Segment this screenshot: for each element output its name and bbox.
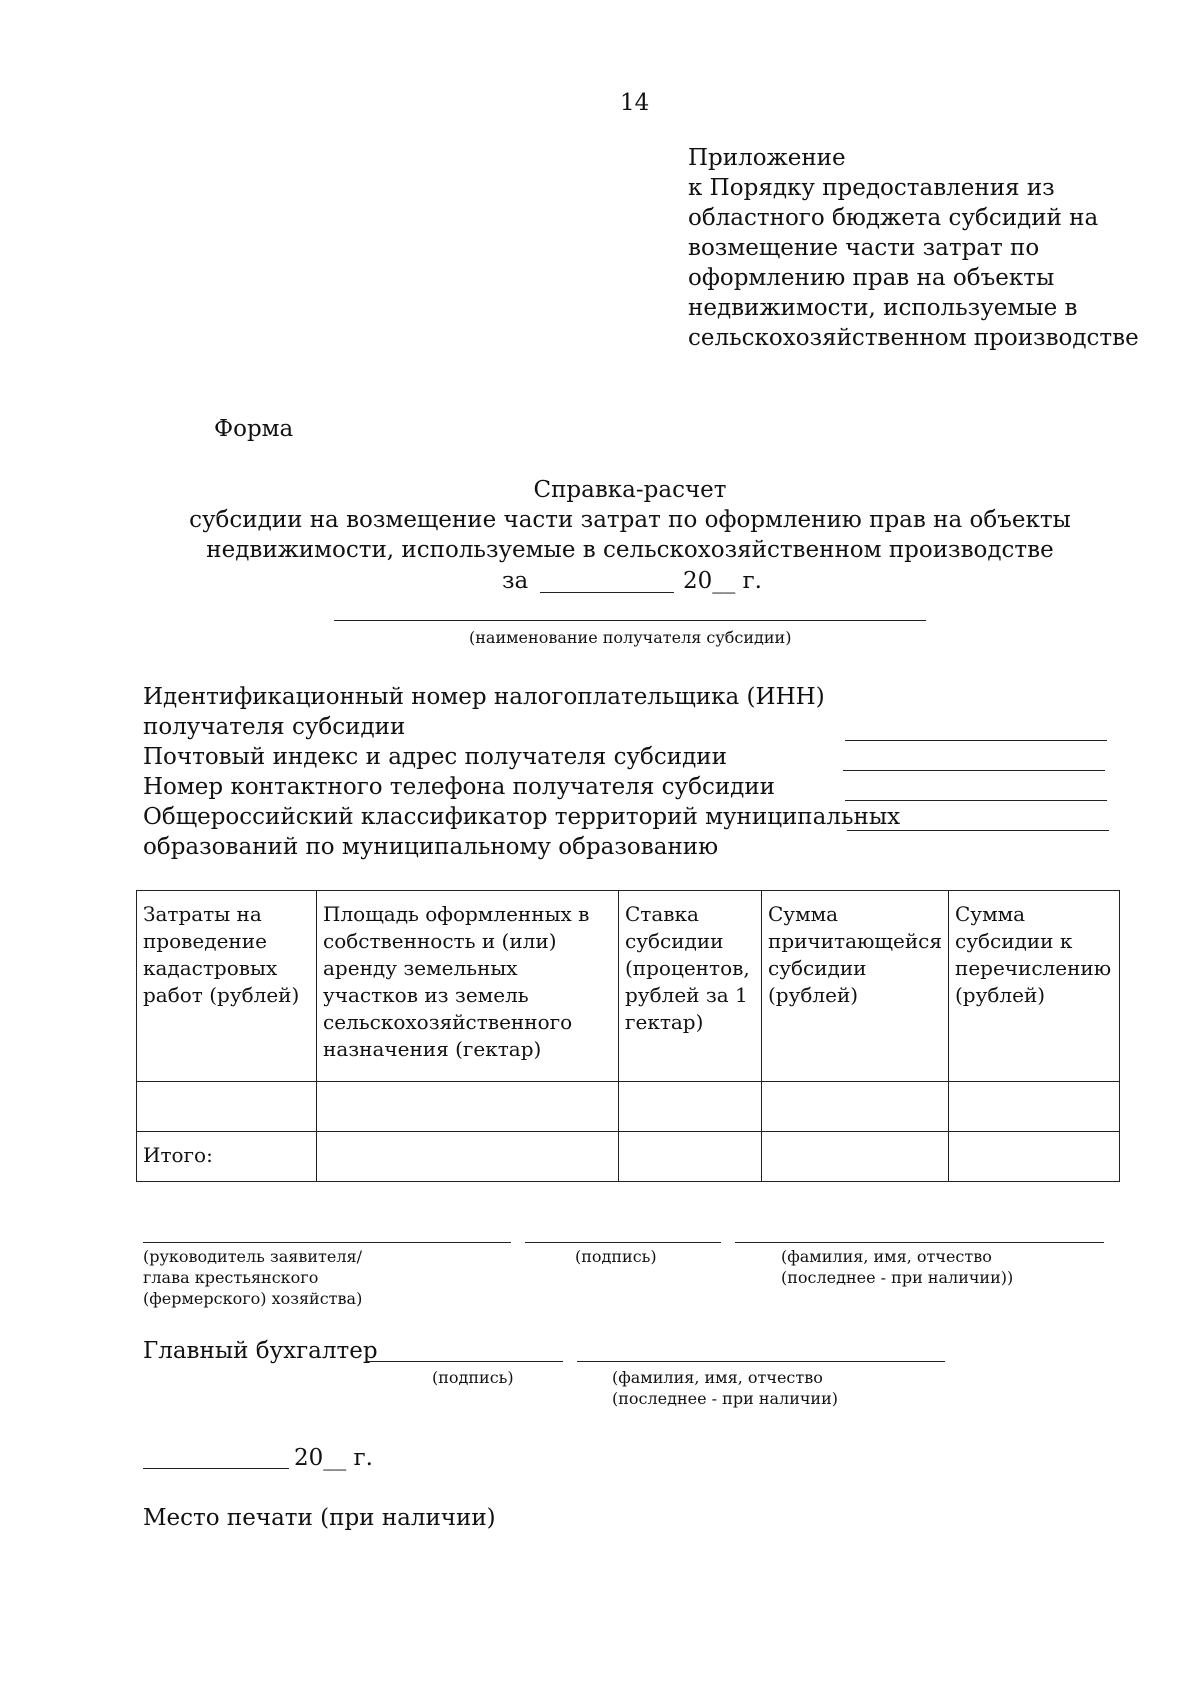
subsidy-table xyxy=(136,890,1120,1182)
form-label: Форма xyxy=(214,416,294,442)
title-line-3: недвижимости, используемые в сельскохозяйственном производстве xyxy=(206,537,1054,563)
head-fio-line[interactable] xyxy=(735,1242,1104,1243)
total-label: Итого: xyxy=(137,1132,317,1182)
table-cell[interactable] xyxy=(762,1132,949,1182)
oktmo-label-line1: Общероссийский классификатор территорий муниципальных xyxy=(143,804,901,830)
table-row xyxy=(137,1082,1120,1132)
appendix-line: сельскохозяйственном производстве xyxy=(688,325,1139,351)
head-caption-line: глава крестьянского xyxy=(143,1268,319,1287)
head-caption xyxy=(143,1246,362,1309)
head-signature-line[interactable] xyxy=(525,1242,721,1243)
recipient-caption: (наименование получателя субсидии) xyxy=(469,628,792,647)
phone-label: Номер контактного телефона получателя субсидии xyxy=(143,774,775,800)
inn-input-line[interactable] xyxy=(845,740,1107,741)
table-cell[interactable] xyxy=(137,1082,317,1132)
header-subsidy-due: Сумма причитающейся субсидии (рублей) xyxy=(762,891,949,1082)
appendix-line: областного бюджета субсидий на xyxy=(688,205,1099,231)
appendix-line: возмещение части затрат по xyxy=(688,235,1040,261)
header-subsidy-rate: Ставка субсидии (процентов, рублей за 1 гектар) xyxy=(619,891,762,1082)
appendix-line: недвижимости, используемые в xyxy=(688,295,1078,321)
accountant-fio-caption-line: (фамилия, имя, отчество xyxy=(612,1368,823,1387)
table-cell[interactable] xyxy=(762,1082,949,1132)
head-caption-line: (руководитель заявителя/ xyxy=(143,1247,362,1266)
table-header-row xyxy=(137,891,1120,1082)
table-cell[interactable] xyxy=(317,1082,619,1132)
appendix-line: оформлению прав на объекты xyxy=(688,265,1055,291)
recipient-name-line xyxy=(334,620,926,621)
fio-caption-line: (последнее - при наличии)) xyxy=(781,1268,1014,1287)
table-cell[interactable] xyxy=(619,1132,762,1182)
stamp-label: Место печати (при наличии) xyxy=(143,1505,496,1531)
fio-caption-line: (фамилия, имя, отчество xyxy=(781,1247,992,1266)
address-label: Почтовый индекс и адрес получателя субсидии xyxy=(143,744,727,770)
address-input-line[interactable] xyxy=(843,770,1105,771)
table-cell[interactable] xyxy=(317,1132,619,1182)
accountant-fio-caption-line: (последнее - при наличии) xyxy=(612,1389,838,1408)
table-total-row xyxy=(137,1132,1120,1182)
accountant-fio-line[interactable] xyxy=(577,1361,945,1362)
title-line-1: Справка-расчет xyxy=(533,477,727,503)
inn-label-line1: Идентификационный номер налогоплательщика (ИНН) xyxy=(143,684,825,710)
table-cell[interactable] xyxy=(619,1082,762,1132)
appendix-block xyxy=(688,143,1139,353)
header-land-area: Площадь оформленных в собственность и (или) аренду земельных участков из земель сельскохозяйственного назначения (гектар) xyxy=(317,891,619,1082)
table-cell[interactable] xyxy=(949,1132,1120,1182)
oktmo-input-line[interactable] xyxy=(847,830,1109,831)
head-name-line[interactable] xyxy=(143,1242,511,1243)
accountant-signature-caption: (подпись) xyxy=(432,1368,514,1387)
header-subsidy-transfer: Сумма субсидии к перечислению (рублей) xyxy=(949,891,1120,1082)
accountant-signature-line[interactable] xyxy=(367,1361,563,1362)
period-year: 20__ г. xyxy=(683,568,762,594)
period-blank-line xyxy=(540,592,674,593)
accountant-fio-caption xyxy=(612,1367,838,1409)
appendix-line: к Порядку предоставления из xyxy=(688,175,1055,201)
date-year: 20__ г. xyxy=(294,1445,373,1471)
fio-caption xyxy=(781,1246,1013,1288)
oktmo-label-line2: образований по муниципальному образованию xyxy=(143,834,719,860)
signature-caption: (подпись) xyxy=(575,1247,657,1266)
page-number: 14 xyxy=(620,90,650,116)
inn-label-line2: получателя субсидии xyxy=(143,714,406,740)
title-line-2: субсидии на возмещение части затрат по оформлению прав на объекты xyxy=(189,507,1071,533)
header-cadastral-costs: Затраты на проведение кадастровых работ (рублей) xyxy=(137,891,317,1082)
table-cell[interactable] xyxy=(949,1082,1120,1132)
accountant-label: Главный бухгалтер xyxy=(143,1338,378,1364)
date-blank-line[interactable] xyxy=(143,1468,289,1469)
period-prefix: за xyxy=(502,568,529,594)
phone-input-line[interactable] xyxy=(845,800,1107,801)
appendix-line: Приложение xyxy=(688,145,846,171)
head-caption-line: (фермерского) хозяйства) xyxy=(143,1289,363,1308)
